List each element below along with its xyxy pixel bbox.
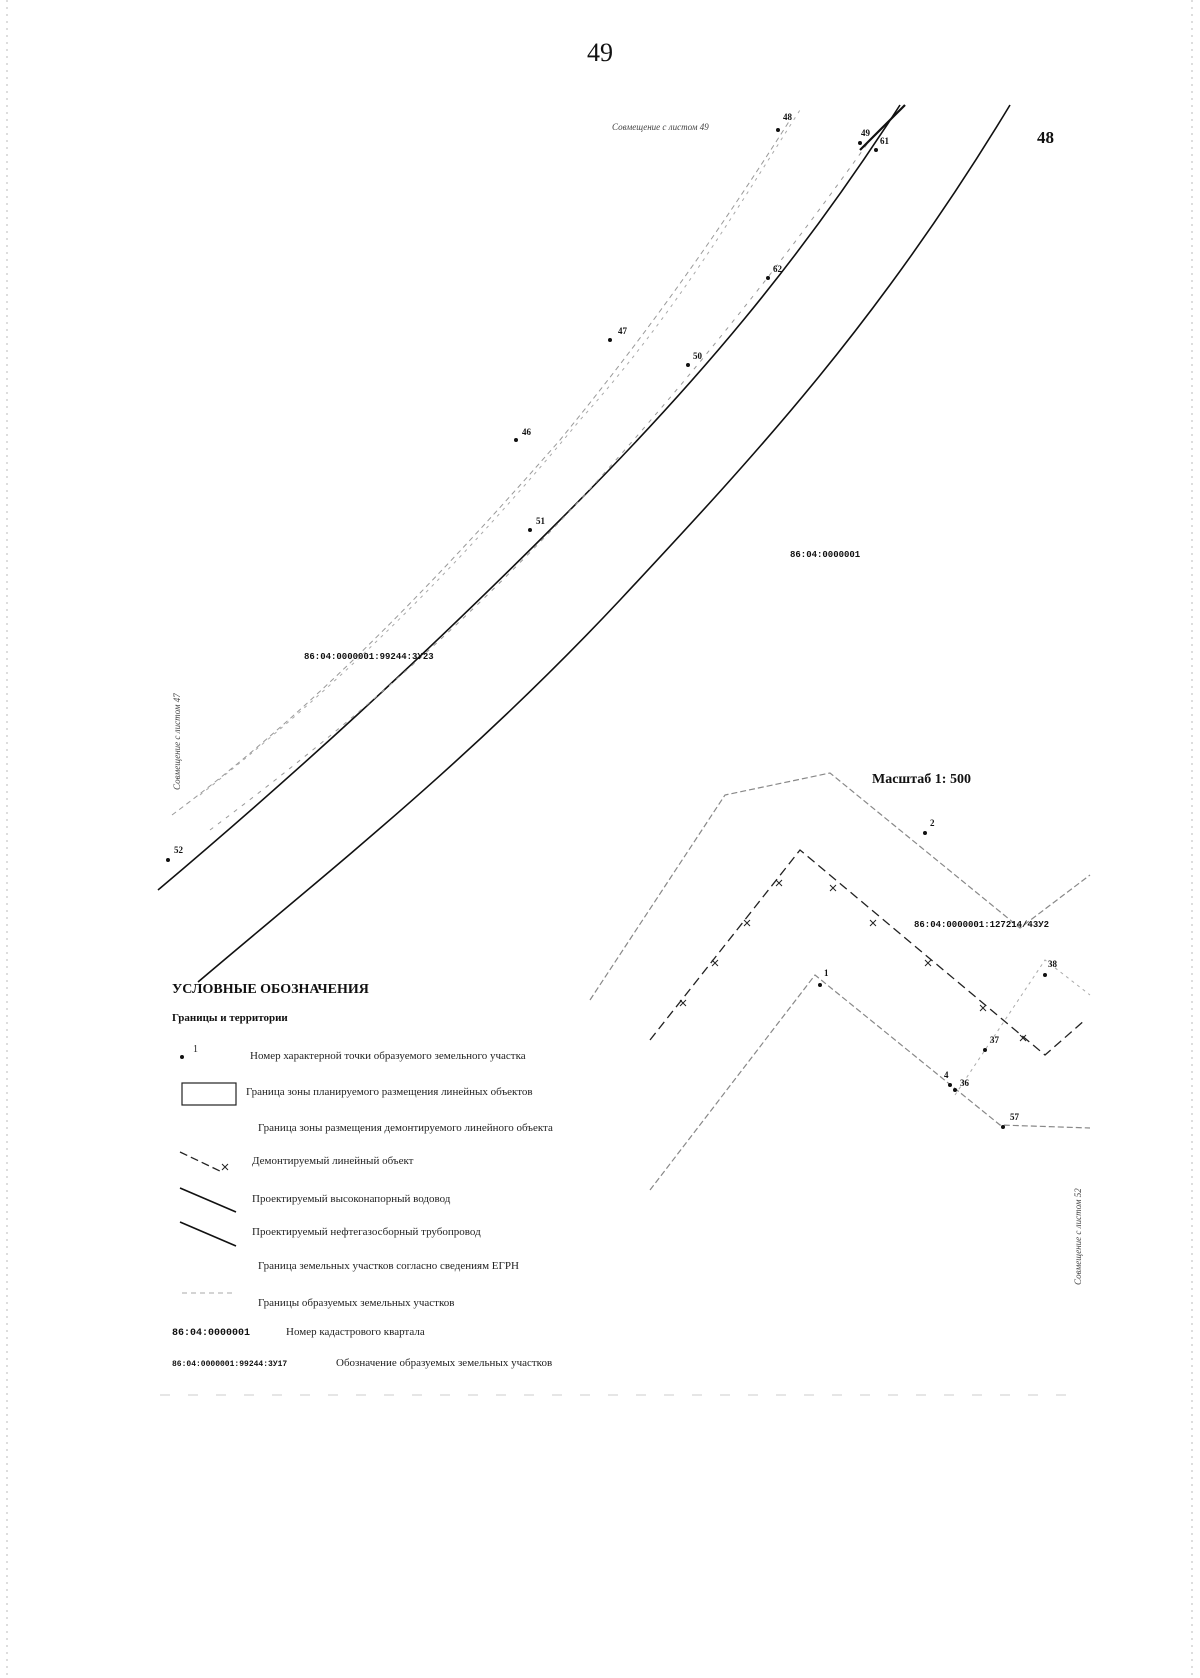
legend-item: Проектируемый высоконапорный водовод [252,1193,451,1205]
legend-item: Граница зоны планируемого размещения линейных объектов [246,1086,533,1098]
point-label: 2 [930,818,935,828]
parcel-boundary-lower [955,960,1090,1095]
sheet-number: 48 [1037,128,1054,147]
point-label: 50 [693,351,702,361]
page-number: 49 [587,38,613,67]
legend-item: Проектируемый нефтегазосборный трубопровод [252,1226,481,1238]
projected-oil-gas-pipeline [198,105,1010,982]
point-label: 61 [880,136,889,146]
scale-label: Масштаб 1: 500 [872,772,971,787]
zone-boundary-upper [172,120,790,815]
legend-oil-pipeline-symbol [180,1222,236,1246]
point-label: 49 [861,128,870,138]
point-label: 57 [1010,1112,1019,1122]
point-label: 48 [783,112,792,122]
projected-water-pipeline [158,105,900,890]
junction-label-right: Совмещение с листом 52 [1073,1188,1083,1285]
zone-boundary-upper-inner [200,110,800,795]
junction-label-left: Совмещение с листом 47 [172,693,182,790]
point-label: 47 [618,326,627,336]
demolished-linear-object [650,850,1085,1055]
cadastral-quarter-label: 86:04:0000001 [790,550,861,560]
legend-code-text: Номер кадастрового квартала [286,1326,425,1338]
legend-code-sample: 86:04:0000001 [172,1328,251,1339]
legend-item: Демонтируемый линейный объект [252,1155,414,1167]
point-label: 37 [990,1035,999,1045]
point-label: 38 [1048,959,1057,969]
point-label: 4 [944,1070,949,1080]
demolition-zone-inner [650,975,1090,1190]
legend-title: УСЛОВНЫЕ ОБОЗНАЧЕНИЯ [172,982,369,997]
legend-item: Границы образуемых земельных участков [258,1297,455,1309]
parcel-label-lower: 86:04:0000001:127214/43У2 [914,920,1050,930]
parcel-label-upper: 86:04:0000001:99244:3У23 [304,652,434,662]
parcel-boundary-between [210,140,870,830]
legend-zone-symbol [182,1083,236,1105]
legend-item: Номер характерной точки образуемого земельного участка [250,1050,526,1062]
legend-subtitle: Границы и территории [172,1012,288,1024]
legend-parcel-sample: 86:04:0000001:99244:3У17 [172,1360,288,1369]
legend-cross-symbol [222,1164,228,1170]
point-label: 1 [824,968,829,978]
point-label: 36 [960,1078,969,1088]
characteristic-points [166,128,1050,1129]
point-label: 51 [536,516,545,526]
legend-point-symbol [180,1055,184,1059]
legend-demolished-symbol [180,1152,222,1172]
point-label: 46 [522,427,531,437]
demolition-zone-outer [590,773,1090,1000]
legend-item: Граница земельных участков согласно сведениям ЕГРН [258,1260,519,1272]
demolished-crosses [680,880,1026,1041]
legend-point-sample: 1 [193,1044,198,1055]
legend-item: Граница зоны размещения демонтируемого линейного объекта [258,1122,553,1134]
point-label: 62 [773,264,782,274]
legend-water-pipeline-symbol [180,1188,236,1212]
point-label: 52 [174,845,183,855]
legend-parcel-text: Обозначение образуемых земельных участков [336,1357,553,1369]
junction-label-top: Совмещение с листом 49 [612,122,709,132]
